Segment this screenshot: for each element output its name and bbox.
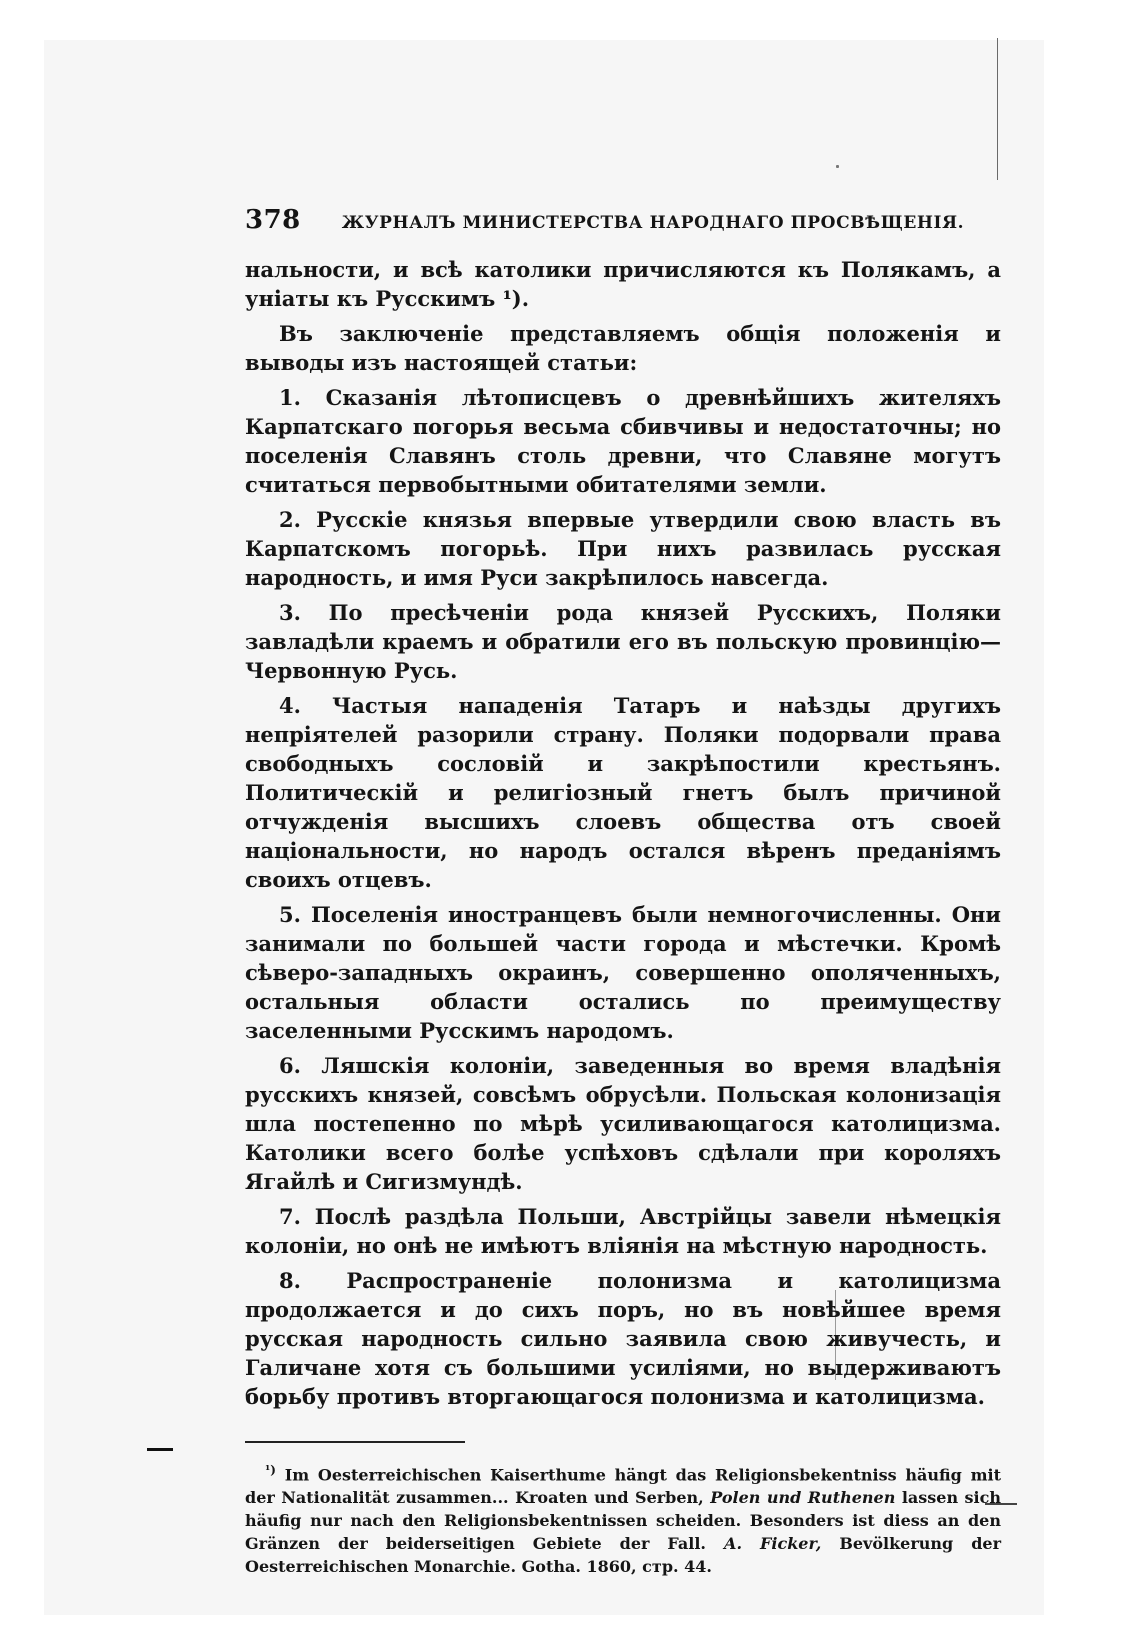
- paragraph: Въ заключеніе представляемъ общія положенія и выводы изъ настоящей статьи:: [245, 321, 1001, 375]
- paragraph: 2. Русскіе князья впервые утвердили свою власть въ Карпатскомъ погорьѣ. При нихъ развилась русская народность, и имя Руси закрѣпилось навсегда.: [245, 507, 1001, 590]
- footnote-text: Bevölkerung der Oesterreichischen Monarchie. Gotha. 1860, стр. 44.: [245, 1534, 1002, 1577]
- body-text: [245, 255, 1001, 1411]
- paragraph: 8. Распространеніе полонизма и католицизма продолжается и до сихъ поръ, но въ новѣйшее время русская народность сильно заявила свою живучесть, и Галичане хотя съ большими усиліями, но выдерживаютъ борьбу противъ вторгающагося полонизма и католицизма.: [245, 1268, 1001, 1409]
- paragraph: 7. Послѣ раздѣла Польши, Австрійцы завели нѣмецкія колоніи, но онѣ не имѣютъ вліянія на мѣстную народность.: [245, 1204, 1001, 1258]
- scan-artifact-dash: [147, 1448, 173, 1451]
- page-text-block: [245, 205, 1001, 1594]
- scan-artifact-line: [997, 38, 998, 180]
- paragraph: 5. Поселенія иностранцевъ были немногочисленны. Они занимали по большей части города и мѣстечки. Кромѣ сѣверо-западныхъ окраинъ, совершенно ополяченныхъ, остальныя области остались по преимуществу заселенными Русскимъ народомъ.: [245, 902, 1001, 1043]
- paragraph: нальности, и всѣ католики причисляются къ Полякамъ, а уніаты къ Русскимъ ¹).: [245, 257, 1001, 311]
- footnote-author: A. Ficker,: [724, 1534, 822, 1554]
- page-number: 378: [245, 205, 301, 235]
- footnote-mark: ¹): [265, 1463, 276, 1477]
- paragraph: 3. По пресѣченіи рода князей Русскихъ, Поляки завладѣли краемъ и обратили его въ польскую провинцію—Червонную Русь.: [245, 600, 1001, 683]
- footnote-text: Im Oesterreichischen Kaiserthume hängt das Religionsbekentniss häufig mit der Nationalität zusammen... Kroaten und Serben,: [245, 1465, 1001, 1508]
- footnote-separator: [245, 1441, 465, 1443]
- scan-artifact-speck: [836, 165, 839, 168]
- running-head: ЖУРНАЛЪ МИНИСТЕРСТВА НАРОДНАГО ПРОСВѢЩЕНІЯ.: [341, 213, 965, 233]
- footnote: [245, 1459, 1001, 1578]
- paragraph: 6. Ляшскія колоніи, заведенныя во время владѣнія русскихъ князей, совсѣмъ обрусѣли. Польская колонизація шла постепенно по мѣрѣ усиливающагося католицизма. Католики всего болѣе успѣховъ сдѣлали при короляхъ Ягайлѣ и Сигизмундѣ.: [245, 1053, 1001, 1194]
- footnote-emphasis: Polen und Ruthenen: [710, 1488, 896, 1508]
- paragraph: 4. Частыя нападенія Татаръ и наѣзды другихъ непріятелей разорили страну. Поляки подорвали права свободныхъ сословій и закрѣпостили крестьянъ. Политическій и религіозный гнетъ былъ причиной отчужденія высшихъ слоевъ общества отъ своей національности, но народъ остался вѣренъ преданіямъ своихъ отцевъ.: [245, 693, 1001, 892]
- page-header: [245, 205, 1001, 243]
- paragraph: 1. Сказанія лѣтописцевъ о древнѣйшихъ жителяхъ Карпатскаго погорья весьма сбивчивы и недостаточны; но поселенія Славянъ столь древни, что Славяне могутъ считаться первобытными обитателями земли.: [245, 385, 1001, 497]
- footnote-text: lassen sich häufig nur nach den Religionsbekentnissen scheiden. Besonders ist diess an den Gränzen der beiderseitigen Gebiete der Fall.: [245, 1488, 1002, 1554]
